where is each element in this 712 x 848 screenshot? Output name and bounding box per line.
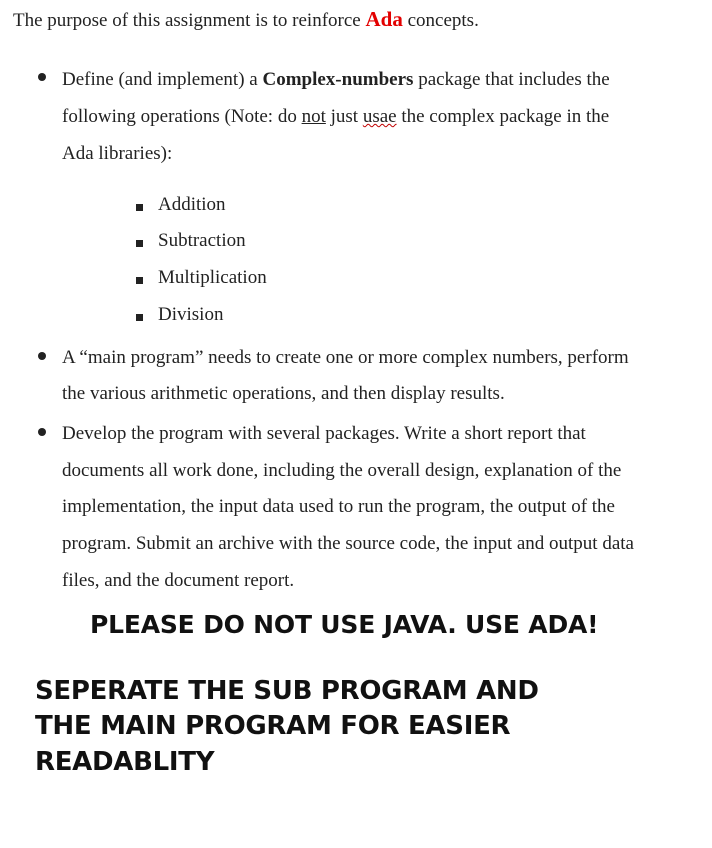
bullet-dot-icon: [38, 73, 46, 81]
bullet1-line2: [62, 98, 692, 135]
bullet3-line: files, and the document report.: [62, 569, 295, 591]
bullet1-text: just: [325, 106, 363, 127]
bullet-main-program: [62, 340, 692, 412]
bullet-dot-icon: [38, 352, 46, 360]
intro-paragraph: [13, 5, 479, 35]
intro-text-before: The purpose of this assignment is to reinforce: [13, 10, 366, 31]
notice-separate-line3: READABLITY: [35, 747, 215, 777]
bullet3-line: implementation, the input data used to run the program, the output of the: [62, 496, 615, 518]
operation-subtraction: Subtraction: [158, 230, 246, 251]
operation-division: Division: [158, 304, 224, 325]
square-bullet-icon: [136, 277, 143, 284]
bullet1-text: Define (and implement) a: [62, 69, 263, 90]
notice-no-java: PLEASE DO NOT USE JAVA. USE ADA!: [90, 610, 599, 639]
notice-separate-line1: SEPERATE THE SUB PROGRAM AND: [35, 676, 539, 706]
ada-highlight: Ada: [365, 7, 403, 31]
bullet1-line1: [62, 61, 692, 98]
bullet2-line2: the various arithmetic operations, and then display results.: [62, 383, 505, 404]
bullet1-text: package that includes the: [413, 69, 610, 90]
complex-numbers-bold: Complex-numbers: [262, 69, 414, 90]
notice-separate-line2: THE MAIN PROGRAM FOR EASIER: [35, 711, 511, 741]
bullet3-line: documents all work done, including the overall design, explanation of the: [62, 459, 622, 481]
not-underlined: not: [301, 106, 326, 127]
square-bullet-icon: [136, 314, 143, 321]
operation-multiplication: Multiplication: [158, 267, 267, 288]
square-bullet-icon: [136, 240, 143, 247]
bullet-develop-report: [62, 416, 692, 600]
operation-addition: Addition: [158, 194, 226, 215]
usae-spellcheck: usae: [362, 106, 397, 127]
bullet1-line3: Ada libraries):: [62, 143, 173, 164]
bullet3-line: Develop the program with several packages. Write a short report that: [62, 423, 586, 444]
bullet2-line1: A “main program” needs to create one or more complex numbers, perform: [62, 347, 629, 368]
bullet3-line: program. Submit an archive with the source code, the input and output data: [62, 533, 634, 555]
square-bullet-icon: [136, 204, 143, 211]
bullet-dot-icon: [38, 428, 46, 436]
bullet-define-package: [62, 61, 692, 172]
intro-text-after: concepts.: [402, 10, 479, 31]
bullet1-text: the complex package in the: [396, 106, 610, 127]
bullet1-text: following operations (Note: do: [62, 106, 302, 127]
